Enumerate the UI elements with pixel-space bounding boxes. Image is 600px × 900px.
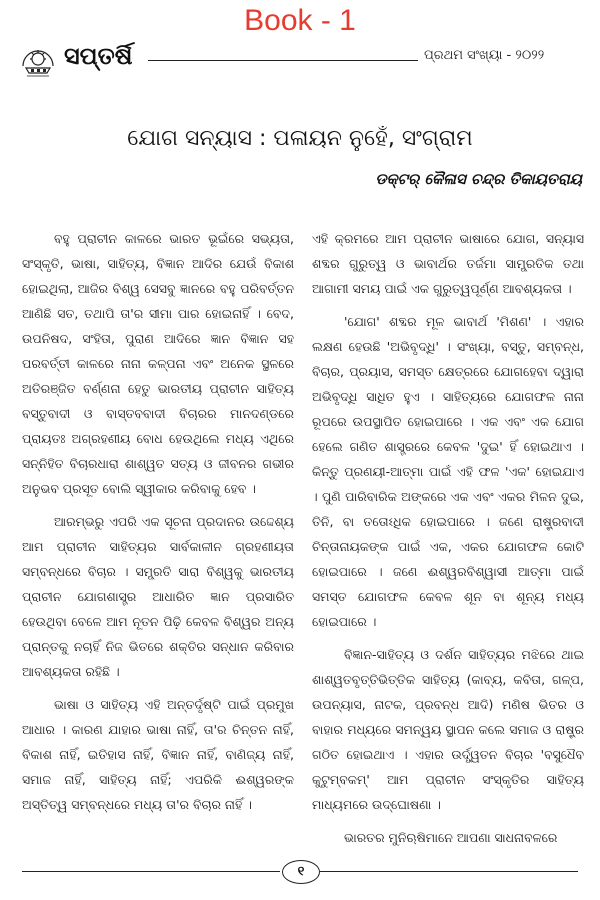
paragraph: ଭାରତର ମୁନିଋଷିମାନେ ଆପଣା ସାଧନାବଳରେ: [344, 830, 558, 845]
paragraph: 'ଯୋଗ' ଶବ୍ଦର ମୂଳ ଭାବାର୍ଥ 'ମିଶଣ' । ଏହାର ଲକ୍ଷଣ ହେଉଛି 'ଅଭିବୃଦ୍ଧି' । ସଂଖ୍ୟା, ବସ୍ତୁ, ସମ୍ବନ୍ଧ, ବିଚାର, ପ୍ରୟାସ, ସମସ୍ତ କ୍ଷେତ୍ରରେ ଯୋଗହେବା ଦ୍ୱାରା ଅଭିବୃଦ୍ଧି ସାଧିତ ହୁଏ । ସାହିତ୍ୟରେ ଯୋଗଫଳ ନାନା ରୂପରେ ଉପସ୍ଥାପିତ ହୋଇପାରେ । ଏକ ଏବଂ ଏକ ଯୋଗ ହେଲେ ଗଣିତ ଶାସ୍ତ୍ରରେ କେବଳ 'ଦୁଇ' ହିଁ ହୋଇଥାଏ । କିନ୍ତୁ ପ୍ରଣୟୀ-ଆତ୍ମା ପାଇଁ ଏହି ଫଳ 'ଏକ' ହୋଇଯାଏ । ପୁଣି ପାରିବାରିକ ଅଙ୍କରେ ଏକ ଏବଂ ଏକର ମିଳନ ଦୁଇ, ତିନି, ବା ତତୋଽଧିକ ହୋଇପାରେ । ଜଣେ ରାଷ୍ଟ୍ରବାଦୀ ଚିନ୍ତାନାୟକଙ୍କ ପାଇଁ ଏକ, ଏକର ଯୋଗଫଳ କୋଟି ହୋଇପାରେ । ଜଣେ ଈଶ୍ୱରବିଶ୍ୱାସୀ ଆତ୍ମା ପାଇଁ ସମସ୍ତ ଯୋଗଫଳ କେବଳ ଶୂନ ବା ଶୂନ୍ୟ ମଧ୍ୟ ହୋଇପାରେ ।: [312, 314, 584, 629]
paragraph: ବହୁ ପ୍ରାଚୀନ କାଳରେ ଭାରତ ଭୂଇଁରେ ସଭ୍ୟତା, ସଂସ୍କୃତି, ଭାଷା, ସାହିତ୍ୟ, ବିଜ୍ଞାନ ଆଦିର ଯେଉଁ ବିକାଶ ହୋଇଥିଲା, ଆଜିର ବିଶ୍ୱ ସେସବୁ ଜ୍ଞାନରେ ବହୁ ପରିବର୍ତ୍ତନ ଆଣିଛି ସତ, ତଥାପି ତା'ର ସୀମା ପାର ହୋଇନାହିଁ । ବେଦ, ଉପନିଷଦ, ସଂହିତା, ପୁରାଣ ଆଦିରେ ଜ୍ଞାନ ବିଜ୍ଞାନ ସହ ପରବର୍ତ୍ତୀ କାଳରେ ନାନା କଳ୍ପନା ଏବଂ ଅନେକ ସ୍ଥଳରେ ଅତିରଞ୍ଜିତ ବର୍ଣ୍ଣନା ହେତୁ ଭାରତୀୟ ପ୍ରାଚୀନ ସାହିତ୍ୟ ବସ୍ତୁବାଦୀ ଓ ବାସ୍ତବବାଦୀ ବିଚାରର ମାନଦଣ୍ଡରେ ପ୍ରାୟତଃ ଅଗ୍ରହଣୀୟ ବୋଧ ହେଉଥିଲେ ମଧ୍ୟ ଏଥିରେ ସନ୍ନିହିତ ବିଚାରଧାରା ଶାଶ୍ୱତ ସତ୍ୟ ଓ ଜୀବନର ଗଭୀର ଅନୁଭବ ପ୍ରସୂତ ବୋଲି ସ୍ୱୀକାର କରିବାକୁ ହେବ ।: [22, 231, 294, 496]
paragraph: ଭାଷା ଓ ସାହିତ୍ୟ ଏହି ଅନ୍ତର୍ଦୃଷ୍ଟି ପାଇଁ ପ୍ରମୁଖ ଆଧାର । କାରଣ ଯାହାର ଭାଷା ନାହିଁ, ତା'ର ଚିନ୍ତନ ନାହିଁ, ବିକାଶ ନାହିଁ, ଇତିହାସ ନାହିଁ, ବିଜ୍ଞାନ ନାହିଁ, ବାଣିଜ୍ୟ ନାହିଁ, ସମାଜ ନାହିଁ, ସାହିତ୍ୟ ନାହିଁ; ଏପରିକି ଈଶ୍ୱରଙ୍କ ଅସ୍ତିତ୍ୱ ସମ୍ବନ୍ଧରେ ମଧ୍ୟ ତା'ର ବିଚାର ନାହିଁ ।: [22, 697, 294, 812]
page-number: ୧: [282, 860, 320, 884]
issue-label: ପ୍ରଥମ ସଂଖ୍ୟା - ୨୦୨୨: [424, 48, 545, 63]
footer-rule-left: [22, 871, 280, 872]
book-label: Book - 1: [244, 4, 356, 37]
footer-rule-right: [320, 871, 578, 872]
right-column: [312, 226, 584, 846]
magazine-logo-icon: [17, 40, 59, 80]
paragraph: ବିଜ୍ଞାନ-ସାହିତ୍ୟ ଓ ଦର୍ଶନ ସାହିତ୍ୟର ମଝିରେ ଥାଇ ଶାଶ୍ୱତବୃତ୍ତିଭିତ୍ତିକ ସାହିତ୍ୟ (କାବ୍ୟ, କବିତା, ଗଳ୍ପ, ଉପନ୍ୟାସ, ନାଟକ, ପ୍ରବନ୍ଧ ଆଦି) ମଣିଷ ଭିତର ଓ ବାହାର ମଧ୍ୟରେ ସମନ୍ୱୟ ସ୍ଥାପନ କଲେ ସମାଜ ଓ ରାଷ୍ଟ୍ର ଗଠିତ ହୋଇଥାଏ । ଏହାର ଉର୍ଦ୍ଧ୍ୱତନ ବିଚାର 'ବସୁଧୈବ କୁଟୁମ୍ବକମ୍' ଆମ ପ୍ରାଚୀନ ସଂସ୍କୃତିର ସାହିତ୍ୟ ମାଧ୍ୟମରେ ଉଦ୍‌ଘୋଷଣା ।: [312, 647, 584, 812]
article-title: ଯୋଗ ସନ୍ୟାସ : ପଳାୟନ ନୁହେଁ, ସଂଗ୍ରାମ: [127, 126, 473, 151]
paragraph: ଏହି କ୍ରମରେ ଆମ ପ୍ରାଚୀନ ଭାଷାରେ ଯୋଗ, ସନ୍ୟାସ ଶବ୍ଦର ଗୁରୁତ୍ୱ ଓ ଭାବାର୍ଥର ତର୍ଜମା ସାମ୍ପ୍ରତିକ ତଥା ଆଗାମୀ ସମୟ ପାଇଁ ଏକ ଗୁରୁତ୍ୱପୂର୍ଣ୍ଣ ଆବଶ୍ୟକତା ।: [312, 231, 584, 296]
paragraph: ଆରମ୍ଭରୁ ଏପରି ଏକ ସୂଚନା ପ୍ରଦାନର ଉଦ୍ଦେଶ୍ୟ ଆମ ପ୍ରାଚୀନ ସାହିତ୍ୟର ସାର୍ବକାଳୀନ ଗ୍ରହଣୀୟତା ସମ୍ବନ୍ଧରେ ବିଚାର । ସମ୍ପ୍ରତି ସାରା ବିଶ୍ୱକୁ ଭାରତୀୟ ପ୍ରାଚୀନ ଯୋଗଶାସ୍ତ୍ର ଆଧାରିତ ଜ୍ଞାନ ପ୍ରସାରିତ ହେଉଥିବା ବେଳେ ଆମ ନୂତନ ପିଢ଼ି କେବଳ ବିଶ୍ୱର ଅନ୍ୟ ପ୍ରାନ୍ତକୁ ନଚାହିଁ ନିଜ ଭିତରେ ଶକ୍ତିର ସନ୍ଧାନ କରିବାର ଆବଶ୍ୟକତା ରହିଛି ।: [22, 514, 294, 679]
article-author: ଡକ୍ଟର୍ କୈଳାସ ଚନ୍ଦ୍ର ତିକାୟତରାୟ: [375, 170, 582, 188]
left-column: [22, 226, 294, 846]
header-rule: [148, 60, 418, 61]
magazine-title: ସପ୍ତର୍ଷି: [64, 42, 133, 70]
magazine-header: [0, 38, 600, 86]
